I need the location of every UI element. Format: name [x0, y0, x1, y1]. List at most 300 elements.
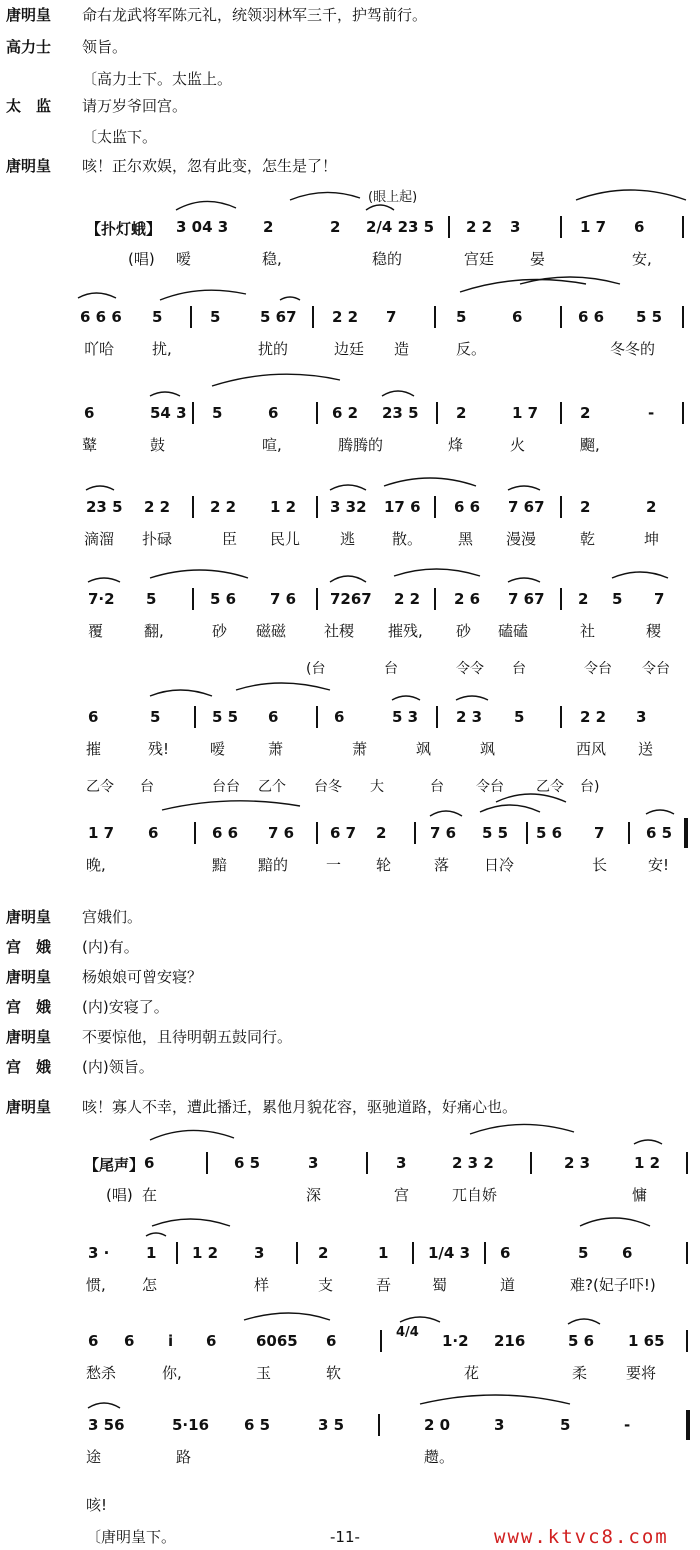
score-note: 6	[88, 708, 99, 726]
lyric: 稳,	[262, 250, 282, 268]
speaker-name: 唐明皇	[6, 6, 52, 24]
score-note: 1	[378, 1244, 389, 1262]
score-note: 1 65	[628, 1332, 665, 1350]
bar-line	[560, 706, 562, 728]
score-note: 3	[396, 1154, 407, 1172]
score-note: 2 3	[564, 1154, 591, 1172]
score-note: 2 2	[580, 708, 607, 726]
lyric: 鼙	[82, 436, 98, 454]
percussion-syllable: 台台	[212, 779, 240, 795]
lyric: 飀,	[580, 436, 600, 454]
score-note: 2	[580, 498, 591, 516]
score-note: 1 7	[88, 824, 115, 842]
slur-arc	[430, 811, 462, 816]
bar-line	[414, 822, 416, 844]
score-note: 6	[268, 404, 279, 422]
bar-line	[194, 706, 196, 728]
slur-arc	[150, 570, 248, 578]
score-note: 6065	[256, 1332, 298, 1350]
slur-arc	[88, 578, 120, 582]
score-note: 6 5	[646, 824, 673, 842]
score-note: 1 2	[634, 1154, 661, 1172]
lyric: 覆	[88, 622, 104, 640]
score-note: 6	[334, 708, 345, 726]
lyric: 冬冬的	[610, 340, 656, 358]
lyric: 摧残,	[388, 622, 423, 640]
score-note: 6 5	[234, 1154, 261, 1172]
dialogue-text: 杨娘娘可曾安寝？	[82, 968, 203, 986]
score-note: 2 2	[332, 308, 359, 326]
score-note: 5 6	[536, 824, 563, 842]
score-note: 5 5	[636, 308, 663, 326]
lyric: 烽	[448, 436, 464, 454]
slur-arc	[146, 1233, 166, 1236]
score-note: 2	[456, 404, 467, 422]
dialogue-text: 咳！正尔欢娱，忽有此变，怎生是了！	[82, 157, 338, 175]
score-note: 7 6	[430, 824, 457, 842]
score-note: 2	[263, 218, 274, 236]
bar-line	[366, 1152, 368, 1174]
bar-line	[682, 216, 684, 238]
score-note: 2	[318, 1244, 329, 1262]
dialogue-text: (内)安寝了。	[82, 998, 169, 1016]
lyric: 趱。	[424, 1448, 455, 1466]
tune-name: 【扑灯蛾】	[86, 220, 162, 238]
bar-line	[686, 1152, 688, 1174]
score-note: 5	[578, 1244, 589, 1262]
lyric: 飒	[416, 740, 432, 758]
score-note: 2	[330, 218, 341, 236]
lyric: 扰,	[152, 340, 172, 358]
lyric: 难?(妃子吓!)	[570, 1276, 656, 1294]
speaker-name: 唐明皇	[6, 1028, 52, 1046]
percussion-syllable: (台	[306, 661, 326, 677]
score-note: 2	[578, 590, 589, 608]
lyric: 砂	[212, 622, 228, 640]
slur-arc	[460, 280, 586, 293]
score-note: 6	[148, 824, 159, 842]
lyric: 慵	[632, 1186, 648, 1204]
bar-line	[686, 1242, 688, 1264]
lyric: 样	[254, 1276, 270, 1294]
score-note: 5 5	[482, 824, 509, 842]
bar-line	[412, 1242, 414, 1264]
score-note: 6	[634, 218, 645, 236]
score-note: 7·2	[88, 590, 115, 608]
score-note: 54 3	[150, 404, 187, 422]
lyric: 火	[510, 436, 526, 454]
bar-line	[560, 588, 562, 610]
score-note: 7267	[330, 590, 372, 608]
bar-line	[560, 306, 562, 328]
bar-line	[526, 822, 528, 844]
score-note: 6	[268, 708, 279, 726]
dialogue-text: 宫娥们。	[82, 908, 143, 926]
score-note: 4/4	[396, 1325, 419, 1340]
slur-arc	[280, 297, 300, 300]
bar-line	[192, 588, 194, 610]
lyric: 稳的	[372, 250, 403, 268]
final-bar-line	[686, 1410, 690, 1440]
lyric: 宫廷	[464, 250, 495, 268]
lyric: 轮	[376, 856, 392, 874]
score-note: 6 6	[454, 498, 481, 516]
lyric: 磕磕	[498, 622, 529, 640]
score-note: 5	[612, 590, 623, 608]
score-note: 6 7	[330, 824, 357, 842]
slur-arc	[576, 190, 686, 200]
score-note: 3	[254, 1244, 265, 1262]
percussion-syllable: 大	[370, 779, 384, 795]
score-note: 6	[500, 1244, 511, 1262]
percussion-syllable: 乙个	[258, 779, 286, 795]
speaker-name: 宫 娥	[6, 1058, 52, 1076]
score-note: 6	[84, 404, 95, 422]
dialogue-text: 不要惊他，且待明朝五鼓同行。	[82, 1028, 293, 1046]
slur-arc	[384, 478, 476, 486]
bar-line	[628, 822, 630, 844]
speaker-name: 唐明皇	[6, 968, 52, 986]
lyric: 坤	[644, 530, 660, 548]
slur-arc	[330, 576, 366, 582]
lyric: 愁杀	[86, 1364, 117, 1382]
page-number: -11-	[330, 1528, 360, 1546]
slur-arc	[176, 201, 236, 210]
slur-arc	[400, 1317, 440, 1322]
slur-arc	[394, 569, 480, 576]
score-note: 2 2	[210, 498, 237, 516]
speaker-name: 唐明皇	[6, 157, 52, 175]
slur-arc	[150, 1130, 234, 1140]
lyric: 喧,	[262, 436, 282, 454]
score-note: 2 2	[394, 590, 421, 608]
bar-line	[560, 496, 562, 518]
lyric: 臣	[222, 530, 238, 548]
score-note: 23 5	[86, 498, 123, 516]
score-note: 3 ·	[88, 1244, 110, 1262]
score-note: 5	[560, 1416, 571, 1434]
bar-line	[434, 496, 436, 518]
score-note: 3	[308, 1154, 319, 1172]
lyric: 深	[306, 1186, 322, 1204]
lyric: 砂	[456, 622, 472, 640]
lyric: 扑碌	[142, 530, 173, 548]
bar-line	[190, 306, 192, 328]
slur-arc	[162, 801, 300, 810]
dialogue-text: 咳！寡人不幸，遭此播迁，累他月貌花容，驱驰道路，好痛心也。	[82, 1098, 518, 1116]
score-note: 6	[622, 1244, 633, 1262]
bar-line	[436, 402, 438, 424]
score-note: 3	[636, 708, 647, 726]
score-note: 1 7	[512, 404, 539, 422]
slur-arc	[392, 696, 420, 700]
lyric: 残!	[148, 740, 170, 758]
tune-name: 【尾声】	[84, 1156, 145, 1174]
speaker-name: 唐明皇	[6, 1098, 52, 1116]
score-note: 3 04 3	[176, 218, 229, 236]
bar-line	[434, 588, 436, 610]
sing-mark: (唱)	[106, 1186, 133, 1204]
tempo-mark: (眼上起)	[368, 190, 418, 205]
bar-line	[436, 706, 438, 728]
percussion-syllable: 台	[140, 779, 154, 795]
lyric: 宫	[394, 1186, 410, 1204]
score-note: 7 67	[508, 590, 545, 608]
bar-line	[484, 1242, 486, 1264]
dialogue-text: (内)领旨。	[82, 1058, 154, 1076]
score-note: 1 2	[192, 1244, 219, 1262]
slur-arc	[366, 205, 394, 210]
lyric: 吾	[376, 1276, 392, 1294]
lyric: 逃	[340, 530, 356, 548]
lyric: 造	[394, 340, 410, 358]
score-note: 5	[150, 708, 161, 726]
score-note: 3 32	[330, 498, 367, 516]
lyric: 路	[176, 1448, 192, 1466]
lyric: 在	[142, 1186, 158, 1204]
lyric: 民儿	[270, 530, 301, 548]
lyric: 西风	[576, 740, 607, 758]
lyric: 嗳	[176, 250, 192, 268]
percussion-syllable: 乙令	[86, 779, 114, 795]
score-note: 3	[494, 1416, 505, 1434]
lyric: 飒	[480, 740, 496, 758]
percussion-syllable: 台	[384, 661, 398, 677]
score-note: 7 6	[270, 590, 297, 608]
speaker-name: 太 监	[6, 97, 52, 115]
lyric: 惯,	[86, 1276, 106, 1294]
sing-mark: (唱)	[128, 250, 155, 268]
slur-arc	[634, 1140, 662, 1144]
lyric: 嗳	[210, 740, 226, 758]
score-note: 6	[124, 1332, 135, 1350]
slur-arc	[568, 1319, 600, 1324]
score-note: 5	[456, 308, 467, 326]
slur-arc	[508, 486, 540, 490]
slur-arc	[508, 578, 540, 582]
percussion-syllable: 令令	[456, 661, 484, 677]
score-note: 7 6	[268, 824, 295, 842]
score-note: 3 5	[318, 1416, 345, 1434]
lyric: 送	[638, 740, 654, 758]
score-note: 6	[144, 1154, 155, 1172]
slur-arc	[470, 1124, 574, 1134]
slur-arc	[480, 805, 540, 812]
bar-line	[316, 706, 318, 728]
bar-line	[560, 402, 562, 424]
bar-line	[316, 588, 318, 610]
lyric: 鼓	[150, 436, 166, 454]
slur-arc	[646, 810, 674, 814]
bar-line	[194, 822, 196, 844]
slur-arc	[580, 1218, 650, 1226]
score-note: 1·2	[442, 1332, 469, 1350]
slur-arc	[456, 696, 488, 700]
score-note: -	[624, 1416, 631, 1434]
score-note: 7	[386, 308, 397, 326]
lyric: 安!	[648, 856, 670, 874]
percussion-syllable: 台	[512, 661, 526, 677]
bar-line	[448, 216, 450, 238]
score-note: 2/4 23 5	[366, 218, 435, 236]
score-note: 6	[512, 308, 523, 326]
speaker-name: 高力士	[6, 38, 52, 56]
score-note: 5·16	[172, 1416, 210, 1434]
lyric: 乾	[580, 530, 596, 548]
percussion-syllable: 令台	[642, 661, 670, 677]
slur-arc	[236, 683, 330, 690]
lyric: 长	[592, 856, 608, 874]
bar-line	[682, 402, 684, 424]
score-note: 5 6	[568, 1332, 595, 1350]
lyric: 怎	[142, 1276, 158, 1294]
score-note: 3 56	[88, 1416, 125, 1434]
lyric: 落	[434, 856, 450, 874]
slur-arc	[152, 1219, 230, 1226]
bar-line	[316, 402, 318, 424]
lyric: 磁磁	[256, 622, 287, 640]
score-note: 5 5	[212, 708, 239, 726]
score-note: 216	[494, 1332, 526, 1350]
slur-arc	[78, 293, 116, 298]
lyric: 一	[326, 856, 342, 874]
score-note: 7	[654, 590, 665, 608]
speaker-name: 唐明皇	[6, 908, 52, 926]
bar-line	[296, 1242, 298, 1264]
score-note: i	[168, 1332, 174, 1350]
site-watermark: www.ktvc8.com	[494, 1526, 669, 1548]
score-note: 6 2	[332, 404, 359, 422]
lyric: 扰的	[258, 340, 289, 358]
slur-arc	[420, 1395, 570, 1404]
lyric: 柔	[572, 1364, 588, 1382]
score-note: 1/4 3	[428, 1244, 471, 1262]
score-note: 5	[212, 404, 223, 422]
lyric: 花	[464, 1364, 480, 1382]
bar-line	[378, 1414, 380, 1436]
dialogue-text: 请万岁爷回宫。	[82, 97, 188, 115]
slur-arc	[612, 572, 668, 578]
score-note: 6	[88, 1332, 99, 1350]
score-note: 23 5	[382, 404, 419, 422]
speaker-name: 宫 娥	[6, 938, 52, 956]
stage-direction: 〔高力士下。太监上。	[82, 70, 233, 88]
score-note: 7	[594, 824, 605, 842]
slur-arc	[330, 485, 366, 490]
score-note: 5	[514, 708, 525, 726]
closing-exclamation: 咳!	[86, 1496, 108, 1514]
lyric: 黯	[212, 856, 228, 874]
lyric: 滴溜	[84, 530, 115, 548]
score-note: 2 2	[466, 218, 493, 236]
score-note: 6 6 6	[80, 308, 122, 326]
bar-line	[686, 1330, 688, 1352]
score-note: 5	[146, 590, 157, 608]
lyric: 蜀	[432, 1276, 448, 1294]
lyric: 晏	[530, 250, 546, 268]
score-note: 5	[152, 308, 163, 326]
score-note: 2	[376, 824, 387, 842]
final-bar-line	[684, 818, 688, 848]
stage-direction: 〔太监下。	[82, 128, 158, 146]
bar-line	[530, 1152, 532, 1174]
lyric: 萧	[352, 740, 368, 758]
lyric: 途	[86, 1448, 102, 1466]
lyric: 翻,	[144, 622, 164, 640]
speaker-name: 宫 娥	[6, 998, 52, 1016]
slur-arc	[382, 391, 414, 396]
score-note: 5 3	[392, 708, 419, 726]
lyric: 萧	[268, 740, 284, 758]
bar-line	[434, 306, 436, 328]
score-note: 2 3	[456, 708, 483, 726]
slur-arc	[520, 277, 620, 284]
score-note: 3	[510, 218, 521, 236]
percussion-syllable: 台冬	[314, 779, 342, 795]
score-note: 1	[146, 1244, 157, 1262]
lyric: 玉	[256, 1364, 272, 1382]
score-note: 5	[210, 308, 221, 326]
lyric: 漫漫	[506, 530, 537, 548]
score-note: 2 6	[454, 590, 481, 608]
lyric: 摧	[86, 740, 102, 758]
dialogue-text: 领旨。	[82, 38, 128, 56]
slur-arc	[150, 690, 212, 696]
lyric: 支	[318, 1276, 334, 1294]
percussion-syllable: 台)	[580, 779, 600, 795]
score-note: 2	[580, 404, 591, 422]
slur-arc	[160, 290, 246, 300]
lyric: 软	[326, 1364, 342, 1382]
score-note: 5 6	[210, 590, 237, 608]
percussion-syllable: 乙令	[536, 779, 564, 795]
lyric: 腾腾的	[338, 436, 384, 454]
score-note: -	[648, 404, 655, 422]
slur-arc	[244, 1313, 330, 1320]
lyric: 黑	[458, 530, 474, 548]
lyric: 吖哈	[84, 340, 115, 358]
bar-line	[206, 1152, 208, 1174]
lyric: 你,	[162, 1364, 182, 1382]
score-note: 6 6	[578, 308, 605, 326]
dialogue-text: (内)有。	[82, 938, 139, 956]
bar-line	[192, 402, 194, 424]
bar-line	[192, 496, 194, 518]
slur-arc	[86, 486, 114, 490]
lyric: 边廷	[334, 340, 365, 358]
score-note: 6	[326, 1332, 337, 1350]
dialogue-text: 命右龙武将军陈元礼，统领羽林军三千，护驾前行。	[82, 6, 428, 24]
percussion-syllable: 令台	[584, 661, 612, 677]
score-note: 2 3 2	[452, 1154, 494, 1172]
lyric: 反。	[456, 340, 487, 358]
score-note: 7 67	[508, 498, 545, 516]
bar-line	[316, 496, 318, 518]
bar-line	[176, 1242, 178, 1264]
percussion-syllable: 台	[430, 779, 444, 795]
stage-direction: 〔唐明皇下。	[86, 1528, 177, 1546]
slur-arc	[150, 392, 180, 396]
score-note: 2	[646, 498, 657, 516]
lyric: 稷	[646, 622, 662, 640]
lyric: 散。	[392, 530, 423, 548]
score-note: 17 6	[384, 498, 421, 516]
score-note: 5 67	[260, 308, 297, 326]
lyric: 日冷	[484, 856, 515, 874]
percussion-syllable: 令台	[476, 779, 504, 795]
slur-arc	[212, 374, 340, 386]
score-note: 6 5	[244, 1416, 271, 1434]
